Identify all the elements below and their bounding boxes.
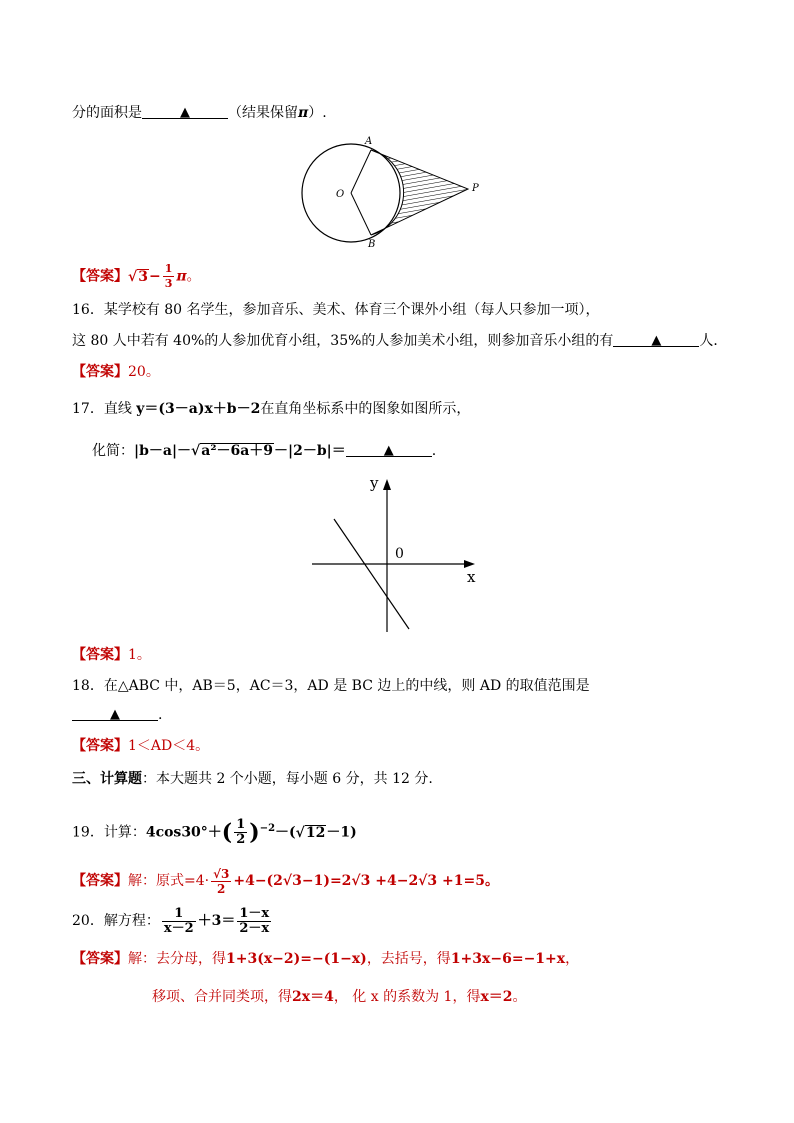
label-o: O [336, 189, 345, 200]
q17-line1: 17．直线 y＝(3－a)x＋b－2在直角坐标系中的图象如图所示， [72, 401, 471, 417]
q18-line2: ▲ . [72, 706, 162, 724]
shaded-region [371, 150, 468, 235]
q20-line: 20．解方程： $\frac{1}{x-2}$ ＋3＝ $\frac{1-x}{2-x}$ [72, 905, 270, 936]
section-3-heading: 三、计算题：本大题共 2 个小题，每小题 6 分，共 12 分. [72, 771, 433, 787]
label-b: B [368, 239, 376, 250]
q18-line1: 18．在△ABC 中，AB＝5，AC＝3，AD 是 BC 边上的中线，则 AD 的取值范围是 [72, 678, 590, 694]
q16-line1: 16．某学校有 80 名学生，参加音乐、美术、体育三个课外小组（每人只参加一项）， [72, 302, 600, 318]
q20-answer-line2: 移项、合并同类项，得2x＝4， 化 x 的系数为 1，得x＝2。 [152, 989, 527, 1005]
q19-answer: 【答案】解：原式=4· $\frac{√3}{2}$ +4−(2√3−1)=2√3 +4−2√3 +1=5。 [72, 866, 499, 896]
label-a: A [365, 136, 373, 147]
x-label: x [467, 568, 476, 586]
x-axis-arrow [464, 560, 475, 568]
q15-answer: 【答案】√3− $\frac{1}{3}$ π。 [72, 262, 201, 290]
q15-line: 分的面积是 ▲ （结果保留π）. [72, 105, 327, 121]
label-p: P [472, 183, 479, 194]
circle-tangent-figure [296, 134, 496, 254]
answer-blank[interactable]: ▲ [613, 332, 699, 347]
answer-blank[interactable]: ▲ [346, 442, 432, 457]
q17-line2: 化简：|b－a|－√a²－6a＋9－|2－b|＝ ▲ . [92, 443, 437, 459]
origin-label: 0 [395, 546, 404, 562]
answer-blank[interactable]: ▲ [142, 104, 228, 119]
radius-ob [351, 193, 371, 235]
q19-line: 19．计算：4cos30°＋( $\frac{1}{2}$ )$^{-2}$－(√12－1) [72, 817, 357, 848]
y-axis-arrow [383, 479, 391, 490]
q20-answer-line1: 【答案】解：去分母，得1+3(x−2)=−(1−x)，去括号，得1+3x−6=−1+x， [72, 951, 580, 967]
y-label: y [370, 474, 379, 492]
graph-line [334, 519, 409, 629]
line-graph-figure [312, 472, 482, 634]
radius-oa [351, 150, 371, 193]
q16-line2: 这 80 人中若有 40%的人参加优育小组，35%的人参加美术小组，则参加音乐小组的有 ▲ 人． [72, 333, 728, 349]
answer-blank[interactable]: ▲ [72, 706, 158, 721]
q16-answer: 【答案】20。 [72, 364, 160, 380]
q18-answer: 【答案】1＜AD＜4。 [72, 738, 210, 754]
q17-answer: 【答案】1。 [72, 647, 151, 663]
